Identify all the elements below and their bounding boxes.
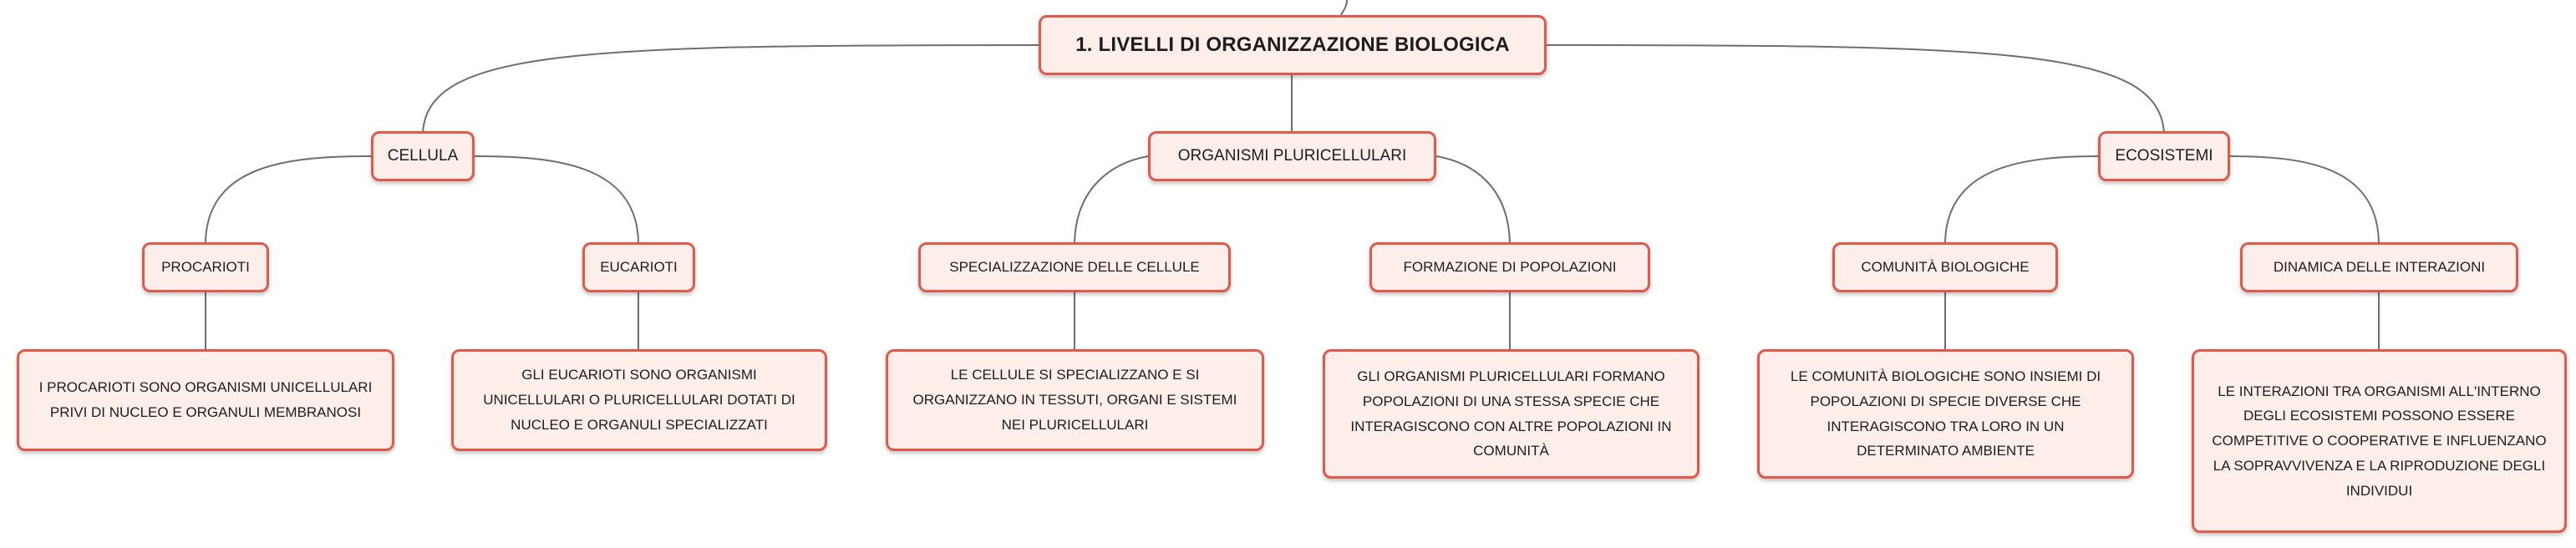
subtopic-dinamica-delle-interazioni[interactable]: DINAMICA DELLE INTERAZIONI: [2240, 242, 2518, 292]
detail-comunita-biologiche[interactable]: LE COMUNITÀ BIOLOGICHE SONO INSIEMI DI POPOLAZIONI DI SPECIE DIVERSE CHE INTERAGISCONO TRA LORO IN UN DETERMINATO AMBIENTE: [1757, 349, 2134, 479]
root-topic[interactable]: 1. LIVELLI DI ORGANIZZAZIONE BIOLOGICA: [1039, 15, 1547, 75]
subtopic-procarioti[interactable]: PROCARIOTI: [142, 242, 269, 292]
topic-organismi-pluricellulari[interactable]: ORGANISMI PLURICELLULARI: [1148, 131, 1436, 181]
connector-cellula-procarioti: [206, 156, 371, 242]
connector-organismi-formazione: [1436, 156, 1510, 242]
connector-root-parent: [1341, 0, 1347, 15]
detail-dinamica-delle-interazioni[interactable]: LE INTERAZIONI TRA ORGANISMI ALL'INTERNO DEGLI ECOSISTEMI POSSONO ESSERE COMPETITIVE O COOPERATIVE E INFLUENZANO LA SOPRAVVIVENZA E LA RIPRODUZIONE DEGLI INDIVIDUI: [2192, 349, 2567, 533]
detail-formazione-di-popolazioni[interactable]: GLI ORGANISMI PLURICELLULARI FORMANO POPOLAZIONI DI UNA STESSA SPECIE CHE INTERAGISCONO CON ALTRE POPOLAZIONI IN COMUNITÀ: [1323, 349, 1700, 479]
connector-organismi-specializzazione: [1075, 156, 1148, 242]
subtopic-specializzazione-delle-cellule[interactable]: SPECIALIZZAZIONE DELLE CELLULE: [918, 242, 1231, 292]
detail-specializzazione-delle-cellule[interactable]: LE CELLULE SI SPECIALIZZANO E SI ORGANIZZANO IN TESSUTI, ORGANI E SISTEMI NEI PLURICELLULARI: [886, 349, 1264, 451]
subtopic-formazione-di-popolazioni[interactable]: FORMAZIONE DI POPOLAZIONI: [1369, 242, 1650, 292]
topic-ecosistemi[interactable]: ECOSISTEMI: [2098, 131, 2230, 181]
connector-ecosistemi-comunita: [1945, 156, 2098, 242]
detail-procarioti[interactable]: I PROCARIOTI SONO ORGANISMI UNICELLULARI PRIVI DI NUCLEO E ORGANULI MEMBRANOSI: [17, 349, 394, 451]
connector-root-ecosistemi: [1547, 45, 2164, 134]
subtopic-eucarioti[interactable]: EUCARIOTI: [582, 242, 695, 292]
topic-cellula[interactable]: CELLULA: [371, 131, 475, 181]
detail-eucarioti[interactable]: GLI EUCARIOTI SONO ORGANISMI UNICELLULARI O PLURICELLULARI DOTATI DI NUCLEO E ORGANULI SPECIALIZZATI: [451, 349, 827, 451]
connector-cellula-eucarioti: [475, 156, 638, 242]
connector-ecosistemi-dinamica: [2230, 156, 2379, 242]
connector-root-cellula: [423, 45, 1039, 134]
subtopic-comunita-biologiche[interactable]: COMUNITÀ BIOLOGICHE: [1832, 242, 2058, 292]
